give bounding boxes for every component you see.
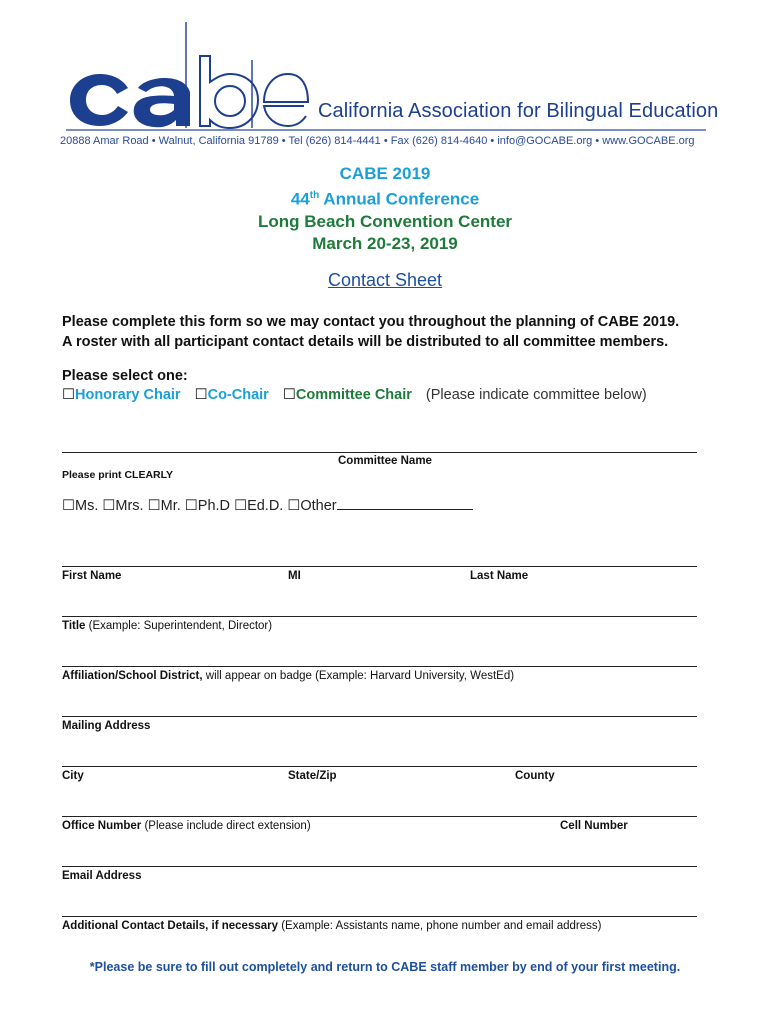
mailing-line[interactable] xyxy=(62,716,697,717)
email-line[interactable] xyxy=(62,866,697,867)
intro-text xyxy=(62,312,742,352)
honorific-label: Mrs. xyxy=(115,498,144,514)
honorific-phd[interactable]: ☐Ph.D xyxy=(184,498,231,514)
sheet-title: Contact Sheet xyxy=(327,270,443,290)
county-label: County xyxy=(515,770,555,782)
role-honorary-chair[interactable] xyxy=(62,387,191,403)
honorific-label: Ed.D. xyxy=(247,498,284,514)
conference-edition xyxy=(0,185,770,211)
other-blank[interactable] xyxy=(337,499,473,510)
city-line[interactable] xyxy=(62,766,697,767)
footer-note: *Please be sure to fill out completely and return to CABE staff member by end of your first meeting. xyxy=(89,960,681,974)
honorific-mr[interactable]: ☐Mr. xyxy=(147,498,181,514)
role-note: (Please indicate committee below) xyxy=(425,387,647,403)
role-committee-chair[interactable] xyxy=(283,387,422,403)
intro-line-1: Please complete this form so we may contact you throughout the planning of CABE 2019. xyxy=(62,314,680,330)
honorific-other[interactable]: ☐Other xyxy=(287,498,472,514)
print-clearly-note: Please print CLEARLY xyxy=(62,469,174,481)
committee-name-label: Committee Name xyxy=(338,455,432,467)
honorific-options xyxy=(62,498,473,514)
honorific-ms[interactable]: ☐Ms. xyxy=(62,498,99,514)
affiliation-label: Affiliation/School District, xyxy=(62,670,203,682)
additional-hint: (Example: Assistants name, phone number and email address) xyxy=(281,920,602,932)
checkbox-icon[interactable]: ☐ xyxy=(194,387,208,403)
title-label: Title xyxy=(62,620,86,632)
title-field-label xyxy=(62,620,272,632)
edition-number: 44 xyxy=(290,189,310,209)
role-co-chair[interactable] xyxy=(195,387,279,403)
additional-field-label xyxy=(62,920,601,932)
honorific-label: Mr. xyxy=(160,498,181,514)
cabe-logo xyxy=(60,22,719,147)
mailing-label: Mailing Address xyxy=(62,720,151,732)
conference-title-block xyxy=(0,163,770,255)
additional-label: Additional Contact Details, if necessary xyxy=(62,920,279,932)
conference-year: CABE 2019 xyxy=(339,164,431,183)
title-line[interactable] xyxy=(62,616,697,617)
affiliation-line[interactable] xyxy=(62,666,697,667)
city-label: City xyxy=(62,770,84,782)
additional-line[interactable] xyxy=(62,916,697,917)
email-label: Email Address xyxy=(62,870,142,882)
state-zip-label: State/Zip xyxy=(288,770,337,782)
first-name-label: First Name xyxy=(62,570,122,582)
cell-label: Cell Number xyxy=(560,820,628,832)
honorific-label: Ph.D xyxy=(197,498,231,514)
role-label: Honorary Chair xyxy=(75,387,181,403)
office-label: Office Number xyxy=(62,820,142,832)
honorific-mrs[interactable]: ☐Mrs. xyxy=(102,498,144,514)
select-label: Please select one: xyxy=(62,368,188,384)
honorific-label: Ms. xyxy=(75,498,99,514)
checkbox-icon[interactable]: ☐ xyxy=(62,387,75,403)
org-contact-line: 20888 Amar Road • Walnut, California 91789 • Tel (626) 814-4441 • Fax (626) 814-4640 • info@GOCABE.org • www.GOCABE.org xyxy=(60,135,695,147)
phone-line[interactable] xyxy=(62,816,697,817)
role-label: Committee Chair xyxy=(295,387,412,403)
conference-dates: March 20-23, 2019 xyxy=(312,233,458,253)
intro-line-2: A roster with all participant contact details will be distributed to all committee members. xyxy=(62,334,669,350)
edition-suffix: th xyxy=(309,190,320,201)
org-name: California Association for Bilingual Education xyxy=(318,100,719,122)
office-hint: (Please include direct extension) xyxy=(144,820,311,832)
mi-label: MI xyxy=(288,570,301,582)
last-name-label: Last Name xyxy=(470,570,529,582)
honorific-label: Other xyxy=(300,498,337,514)
affiliation-hint: will appear on badge (Example: Harvard University, WestEd) xyxy=(205,670,515,682)
affiliation-field-label xyxy=(62,670,514,682)
role-label: Co-Chair xyxy=(207,387,269,403)
role-options xyxy=(62,387,647,403)
name-line[interactable] xyxy=(62,566,697,567)
office-field-label xyxy=(62,820,311,832)
edition-text: Annual Conference xyxy=(319,189,480,209)
committee-name-line[interactable] xyxy=(62,452,697,453)
conference-venue: Long Beach Convention Center xyxy=(257,211,513,231)
honorific-edd[interactable]: ☐Ed.D. xyxy=(234,498,284,514)
title-hint: (Example: Superintendent, Director) xyxy=(88,620,273,632)
checkbox-icon[interactable]: ☐ xyxy=(282,387,296,403)
